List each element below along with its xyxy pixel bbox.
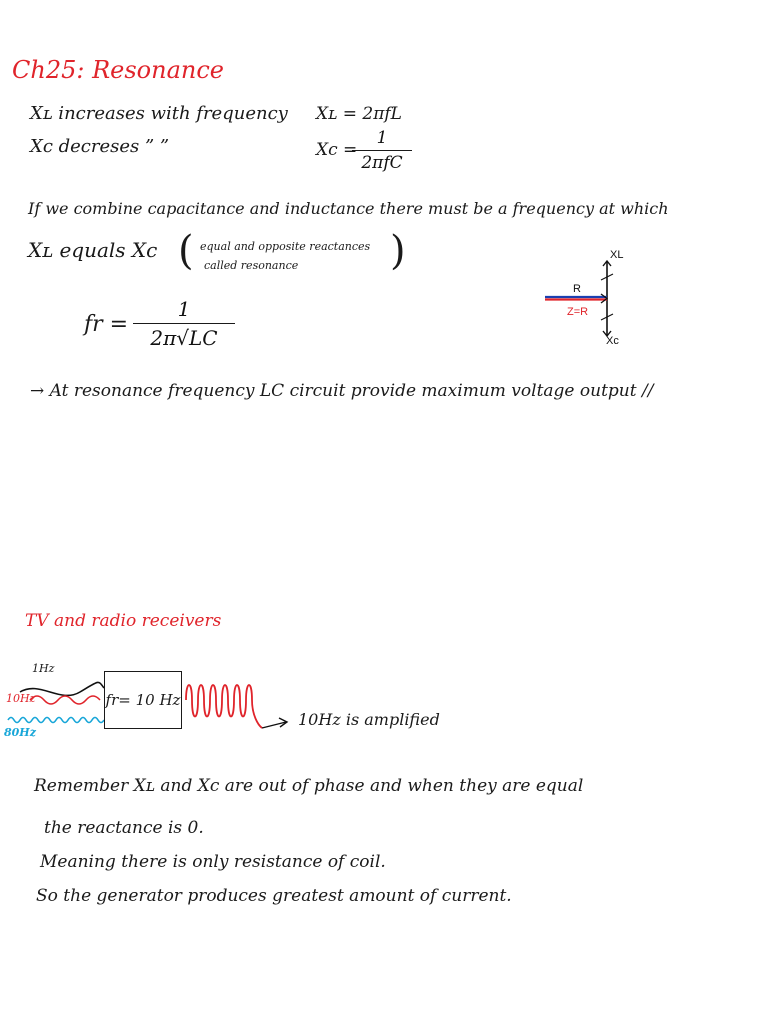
wave-80hz <box>8 718 104 723</box>
tv-section-title: TV and radio receivers <box>25 611 222 631</box>
resonant-filter-label: fr= 10 Hz <box>105 691 181 709</box>
xc-denominator: 2πfC <box>361 153 403 173</box>
xl-phasor-label: XL <box>610 249 624 261</box>
xc-decreases-line: Xc decreses ” ” <box>30 136 170 157</box>
amplified-wave <box>186 685 262 728</box>
fr-fraction-bar <box>133 323 235 324</box>
phasor-diagram <box>530 240 640 360</box>
page-title: Ch25: Resonance <box>12 56 224 84</box>
xc-fraction <box>352 128 412 173</box>
xc-formula-lhs: Xc = <box>316 140 358 160</box>
r-phasor-label: R <box>573 283 581 295</box>
xc-numerator: 1 <box>376 128 388 148</box>
wave-1hz <box>20 682 104 695</box>
called-resonance-note: called resonance <box>204 259 299 272</box>
amplified-note: 10Hz is amplified <box>298 710 440 729</box>
wave-10hz <box>30 696 100 704</box>
note-line-3: Meaning there is only resistance of coil. <box>40 852 386 872</box>
fr-denominator: 2π√LC <box>150 326 218 350</box>
close-paren: ) <box>390 228 406 274</box>
note-line-2: the reactance is 0. <box>44 818 204 838</box>
fr-formula-lhs: fr = <box>84 312 129 337</box>
at-resonance-line: → At resonance frequency LC circuit provide maximum voltage output // <box>30 381 654 401</box>
xl-increases-line: Xʟ increases with frequency <box>30 103 288 124</box>
xl-formula: Xʟ = 2πfL <box>316 104 402 124</box>
xl-equals-xc: Xʟ equals Xc <box>28 238 158 262</box>
fr-fraction <box>133 297 235 350</box>
xc-phasor-label: Xc <box>606 335 619 347</box>
note-line-4: So the generator produces greatest amount of current. <box>36 886 512 906</box>
open-paren: ( <box>178 228 194 274</box>
combine-line: If we combine capacitance and inductance there must be a frequency at which <box>28 199 669 218</box>
signal-80hz-label: 80Hz <box>4 726 36 739</box>
signal-1hz-label: 1Hz <box>32 662 55 675</box>
z-phasor-label: Z=R <box>567 306 589 318</box>
fr-numerator: 1 <box>177 297 191 321</box>
resonant-filter-box <box>104 671 182 729</box>
note-line-1: Remember Xʟ and Xc are out of phase and when they are equal <box>34 776 584 796</box>
equal-opposite-note: equal and opposite reactances <box>200 240 371 253</box>
xc-fraction-bar <box>352 150 412 151</box>
signal-10hz-label: 10Hz <box>6 692 36 705</box>
